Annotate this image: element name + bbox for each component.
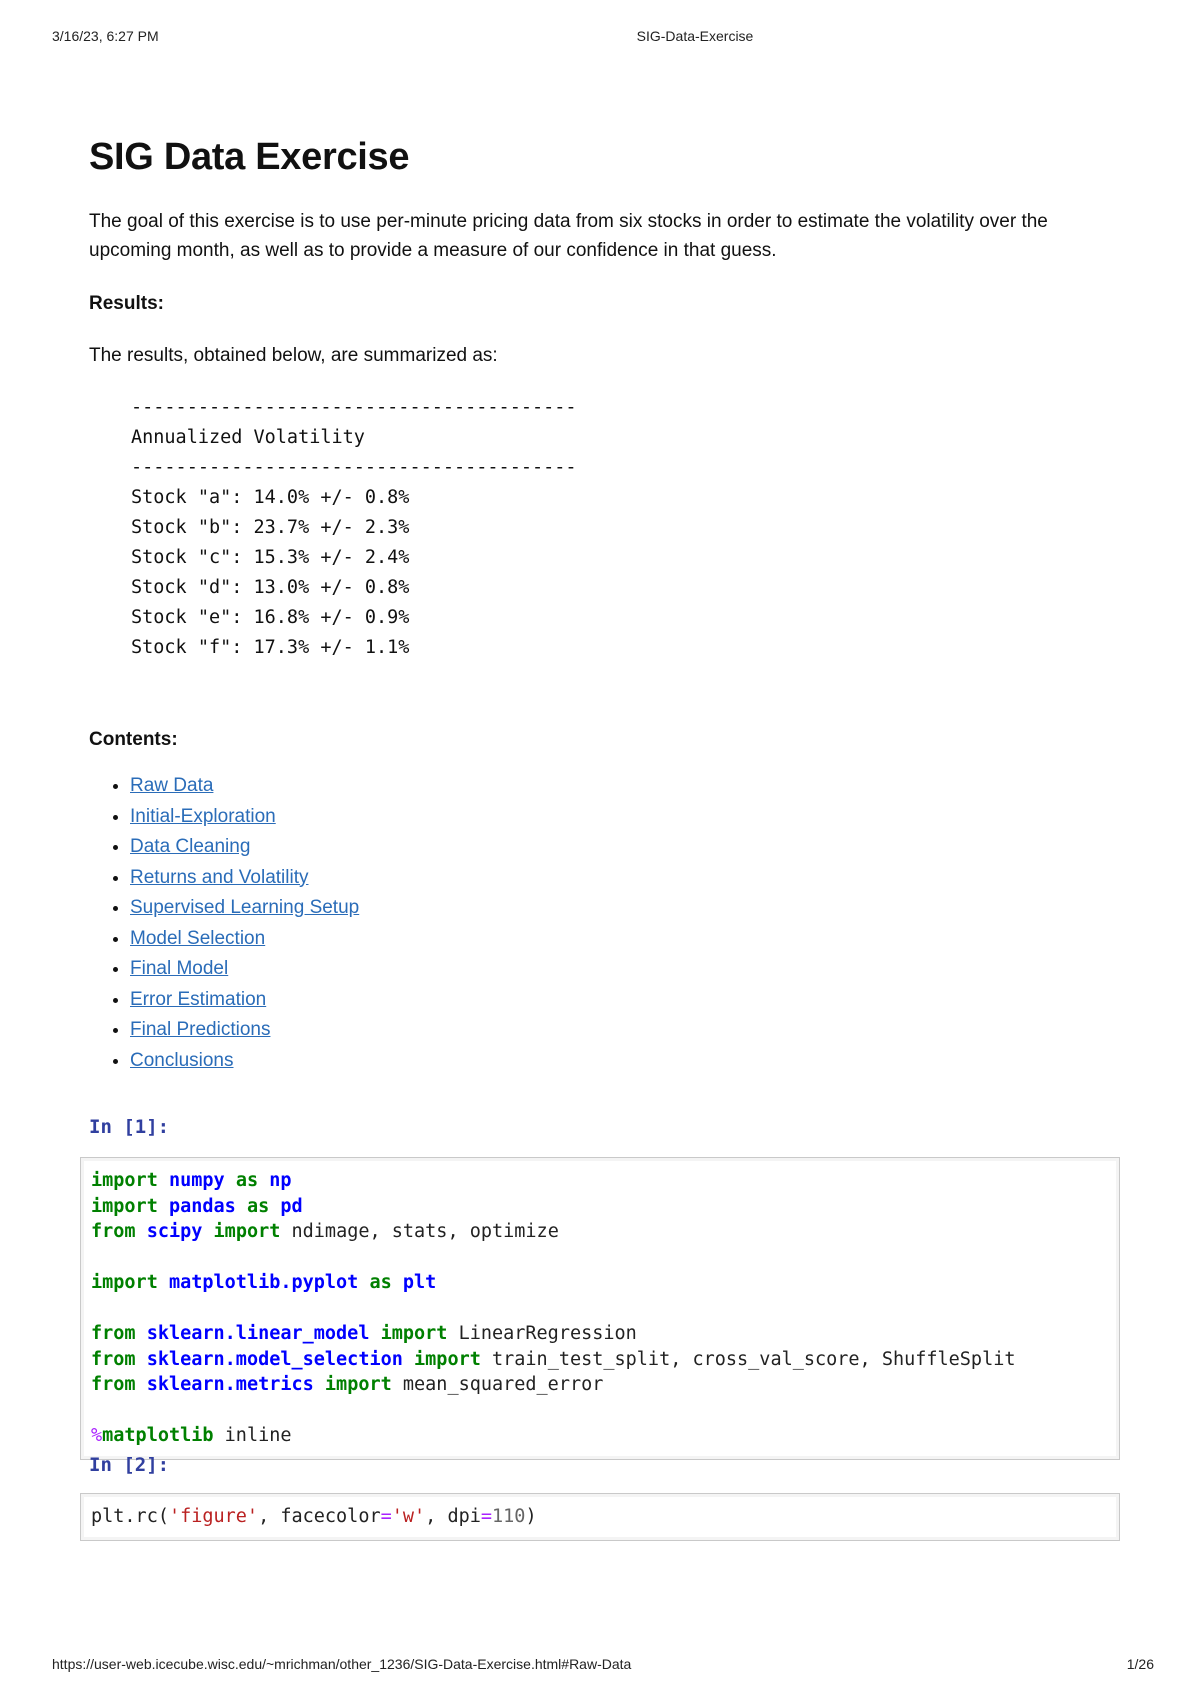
cell-1-code[interactable]	[80, 1157, 1120, 1460]
toc-item	[130, 924, 1129, 955]
code-token: matplotlib.pyplot	[168, 1272, 359, 1293]
result-row: Stock "a": 14.0% +/- 0.8%	[131, 487, 410, 508]
code-token: from	[91, 1323, 136, 1344]
toc-item	[130, 802, 1129, 833]
cell-2-prompt: In [2]:	[89, 1454, 170, 1476]
page-title: SIG Data Exercise	[89, 136, 410, 178]
intro-paragraph: The goal of this exercise is to use per-minute pricing data from six stocks in order to estimate the volatility over the upcoming month, as well as to provide a measure of our confidence in that guess.	[89, 211, 1048, 261]
results-summary: The results, obtained below, are summarized as:	[89, 345, 498, 366]
print-date: 3/16/23, 6:27 PM	[52, 28, 159, 44]
code-token: %	[91, 1425, 103, 1446]
toc-item	[130, 832, 1129, 863]
code-token: )	[525, 1506, 537, 1527]
toc-link-raw-data[interactable]: Raw Data	[130, 775, 214, 796]
toc-link-returns-volatility[interactable]: Returns and Volatility	[130, 866, 309, 888]
code-token: import	[91, 1195, 158, 1217]
toc-link-model-selection[interactable]: Model Selection	[130, 927, 266, 949]
code-token: numpy	[168, 1170, 225, 1191]
notebook-content	[89, 136, 1129, 1527]
toc-item	[130, 893, 1129, 924]
toc-link-final-model[interactable]: Final Model	[130, 958, 229, 979]
results-rule: ----------------------------------------	[131, 457, 577, 478]
code-token: import	[91, 1272, 158, 1293]
code-token: scipy	[146, 1221, 203, 1242]
code-token: sklearn.model_selection	[146, 1348, 403, 1370]
code-token: mean_squared_error	[402, 1374, 604, 1395]
code-token: train_test_split, cross_val_score, ShuffleSplit	[492, 1348, 1016, 1370]
print-title: SIG-Data-Exercise	[636, 28, 754, 44]
cell-1-prompt: In [1]:	[89, 1116, 170, 1138]
code-token: =	[480, 1506, 493, 1527]
code-token: inline	[224, 1425, 292, 1446]
table-of-contents	[89, 771, 1129, 1076]
code-token: =	[380, 1506, 392, 1527]
code-token: from	[91, 1221, 136, 1242]
result-row: Stock "e": 16.8% +/- 0.9%	[131, 607, 410, 628]
toc-item	[130, 771, 1129, 802]
code-token: matplotlib	[102, 1425, 214, 1446]
result-row: Stock "f": 17.3% +/- 1.1%	[131, 637, 410, 658]
code-token: as	[246, 1195, 270, 1217]
toc-item	[130, 863, 1129, 894]
toc-link-initial-exploration[interactable]: Initial-Exploration	[130, 805, 276, 827]
results-table-heading: Annualized Volatility	[131, 427, 365, 448]
contents-heading: Contents:	[89, 729, 178, 750]
toc-item	[130, 954, 1129, 985]
code-token: from	[91, 1348, 136, 1370]
results-rule: ----------------------------------------	[131, 397, 577, 418]
code-token: import	[414, 1348, 481, 1370]
code-token: from	[91, 1374, 136, 1395]
code-token: import	[380, 1323, 448, 1344]
code-token: LinearRegression	[458, 1323, 637, 1344]
code-token: pd	[280, 1195, 303, 1217]
result-row: Stock "d": 13.0% +/- 0.8%	[131, 577, 410, 598]
code-token: as	[369, 1272, 392, 1293]
code-token: , facecolor	[258, 1506, 381, 1527]
toc-link-supervised-learning[interactable]: Supervised Learning Setup	[130, 897, 360, 918]
toc-link-error-estimation[interactable]: Error Estimation	[130, 988, 267, 1010]
code-token: import	[91, 1170, 158, 1191]
results-heading: Results:	[89, 293, 164, 314]
code-token: import	[213, 1221, 281, 1242]
code-token: np	[269, 1170, 292, 1191]
code-token: as	[235, 1170, 259, 1191]
toc-link-conclusions[interactable]: Conclusions	[130, 1049, 234, 1071]
code-token: 'w'	[391, 1506, 426, 1527]
page-number: 1/26	[1126, 1656, 1154, 1672]
toc-link-data-cleaning[interactable]: Data Cleaning	[130, 836, 251, 857]
code-token: plt	[402, 1272, 437, 1293]
toc-item	[130, 1015, 1129, 1046]
code-token: sklearn.metrics	[146, 1374, 314, 1395]
code-token: pandas	[168, 1195, 236, 1217]
code-token: 110	[492, 1506, 526, 1527]
code-token: , dpi	[425, 1506, 481, 1527]
code-token: ndimage, stats, optimize	[291, 1221, 559, 1242]
toc-item	[130, 1046, 1129, 1077]
results-table	[131, 393, 1129, 663]
code-token: sklearn.linear_model	[146, 1323, 370, 1344]
cell-2-code[interactable]	[80, 1493, 1120, 1541]
code-token: plt.rc(	[91, 1506, 169, 1527]
result-row: Stock "b": 23.7% +/- 2.3%	[131, 517, 410, 538]
code-token: import	[324, 1374, 392, 1395]
toc-link-final-predictions[interactable]: Final Predictions	[130, 1019, 271, 1040]
toc-item	[130, 985, 1129, 1016]
code-token: 'figure'	[168, 1506, 259, 1527]
print-url: https://user-web.icecube.wisc.edu/~mrichman/other_1236/SIG-Data-Exercise.html#Raw-Data	[52, 1656, 632, 1672]
result-row: Stock "c": 15.3% +/- 2.4%	[131, 547, 410, 568]
